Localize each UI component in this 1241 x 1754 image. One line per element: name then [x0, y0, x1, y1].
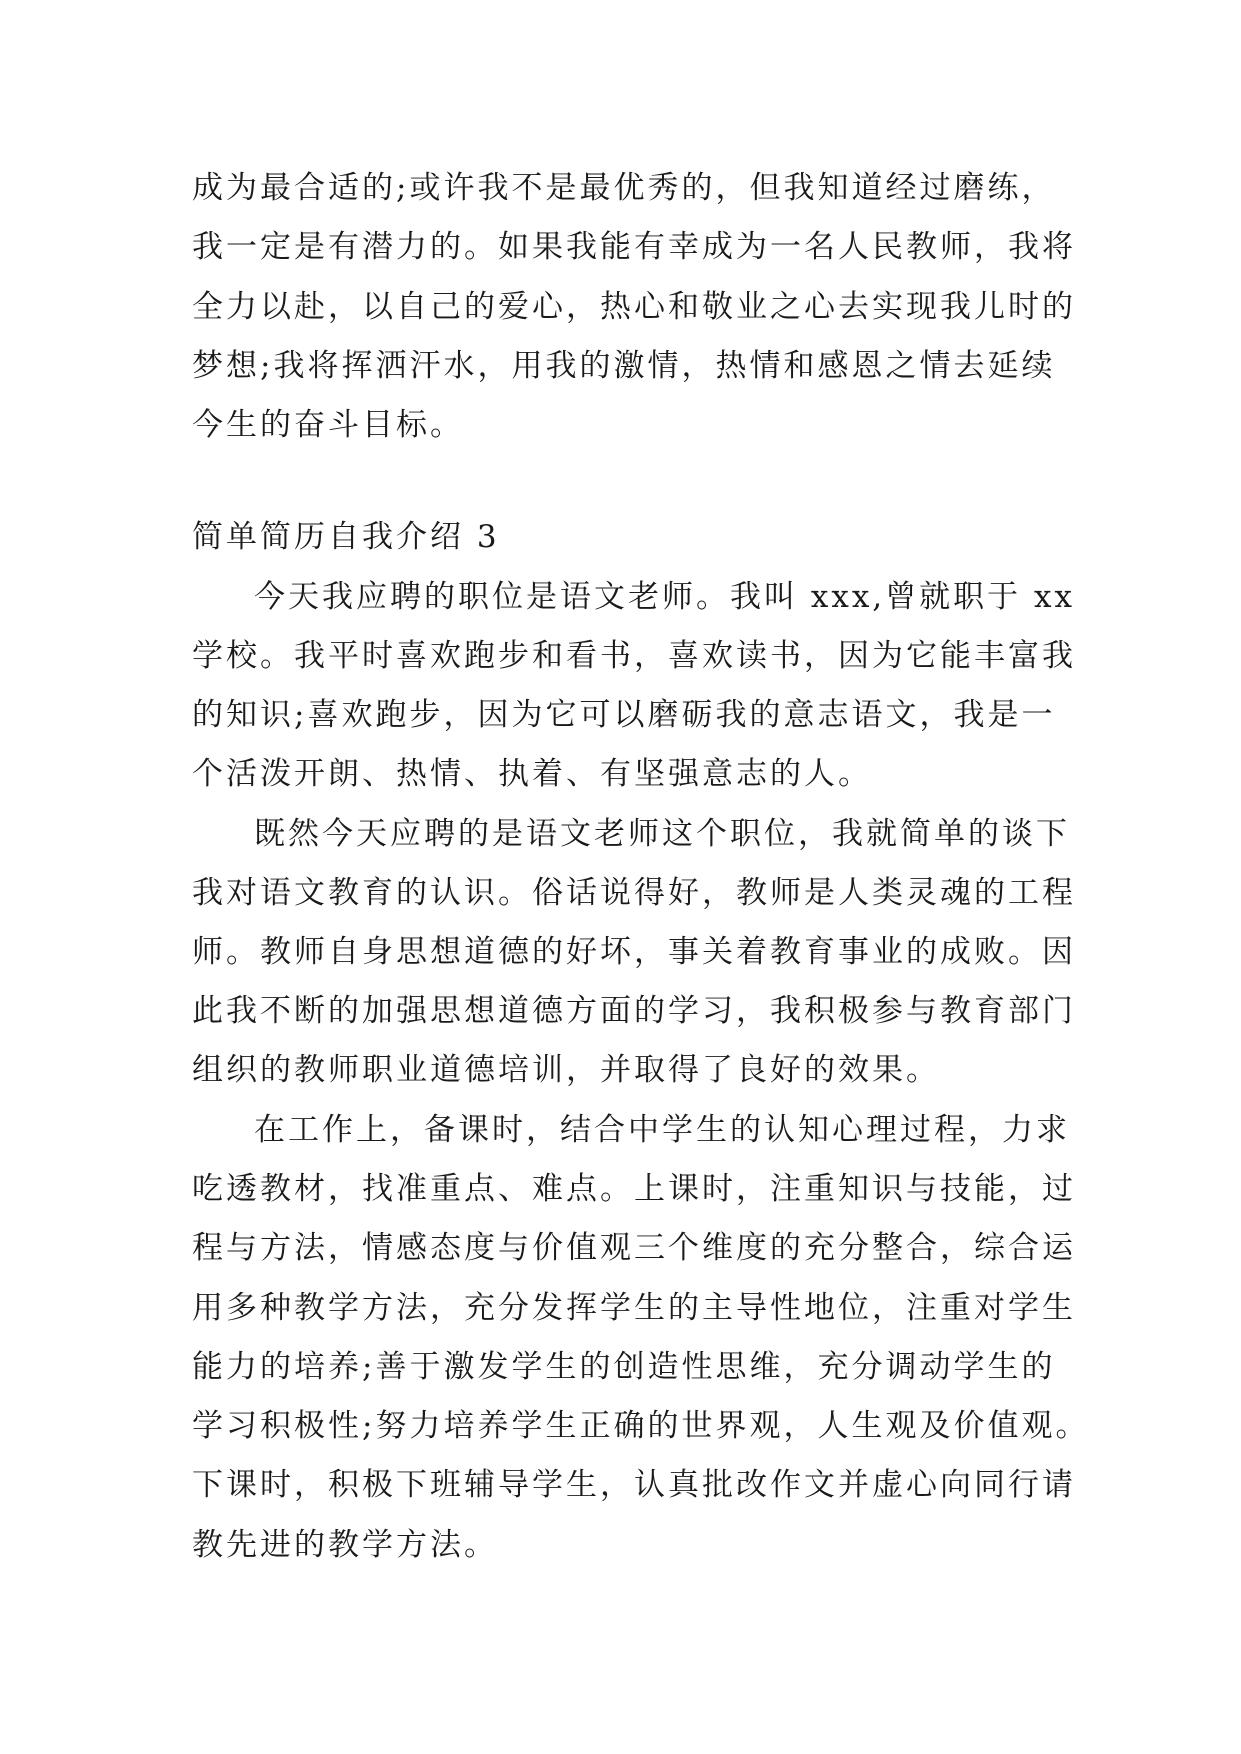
text-line: 今生的奋斗目标。 [192, 407, 464, 443]
paragraph-line: 程与方法，情感态度与价值观三个维度的充分整合，综合运 [192, 1230, 1076, 1266]
paragraph-line: 组织的教师职业道德培训，并取得了良好的效果。 [192, 1052, 940, 1088]
paragraph-line: 下课时，积极下班辅导学生，认真批改作文并虚心向同行请 [192, 1467, 1076, 1503]
text-line: 全力以赴，以自己的爱心，热心和敬业之心去实现我儿时的 [192, 289, 1076, 325]
paragraph-line: 在工作上，备课时，结合中学生的认知心理过程，力求 [254, 1112, 1070, 1148]
section-title: 简单简历自我介绍 3 [192, 519, 500, 555]
text-line: 梦想;我将挥洒汗水，用我的激情，热情和感恩之情去延续 [192, 348, 1056, 384]
paragraph-line: 的知识;喜欢跑步，因为它可以磨砺我的意志语文，我是一 [192, 697, 1056, 733]
paragraph-line: 教先进的教学方法。 [192, 1527, 498, 1563]
paragraph-line: 个活泼开朗、热情、执着、有坚强意志的人。 [192, 756, 872, 792]
paragraph-line: 我对语文教育的认识。俗话说得好，教师是人类灵魂的工程 [192, 875, 1076, 911]
paragraph-line: 学习积极性;努力培养学生正确的世界观，人生观及价值观。 [192, 1408, 1090, 1444]
paragraph-line: 此我不断的加强思想道德方面的学习，我积极参与教育部门 [192, 993, 1076, 1029]
paragraph-line: 师。教师自身思想道德的好坏，事关着教育事业的成败。因 [192, 934, 1076, 970]
paragraph-line: 既然今天应聘的是语文老师这个职位，我就简单的谈下 [254, 816, 1070, 852]
paragraph-line: 学校。我平时喜欢跑步和看书，喜欢读书，因为它能丰富我 [192, 638, 1076, 674]
text-line: 我一定是有潜力的。如果我能有幸成为一名人民教师，我将 [192, 229, 1076, 265]
paragraph-line: 今天我应聘的职位是语文老师。我叫 xxx,曾就职于 xx [254, 579, 1075, 615]
paragraph-line: 吃透教材，找准重点、难点。上课时，注重知识与技能，过 [192, 1171, 1076, 1207]
paragraph-line: 能力的培养;善于激发学生的创造性思维，充分调动学生的 [192, 1349, 1056, 1385]
text-line: 成为最合适的;或许我不是最优秀的，但我知道经过磨练， [192, 170, 1056, 206]
paragraph-line: 用多种教学方法，充分发挥学生的主导性地位，注重对学生 [192, 1290, 1076, 1326]
